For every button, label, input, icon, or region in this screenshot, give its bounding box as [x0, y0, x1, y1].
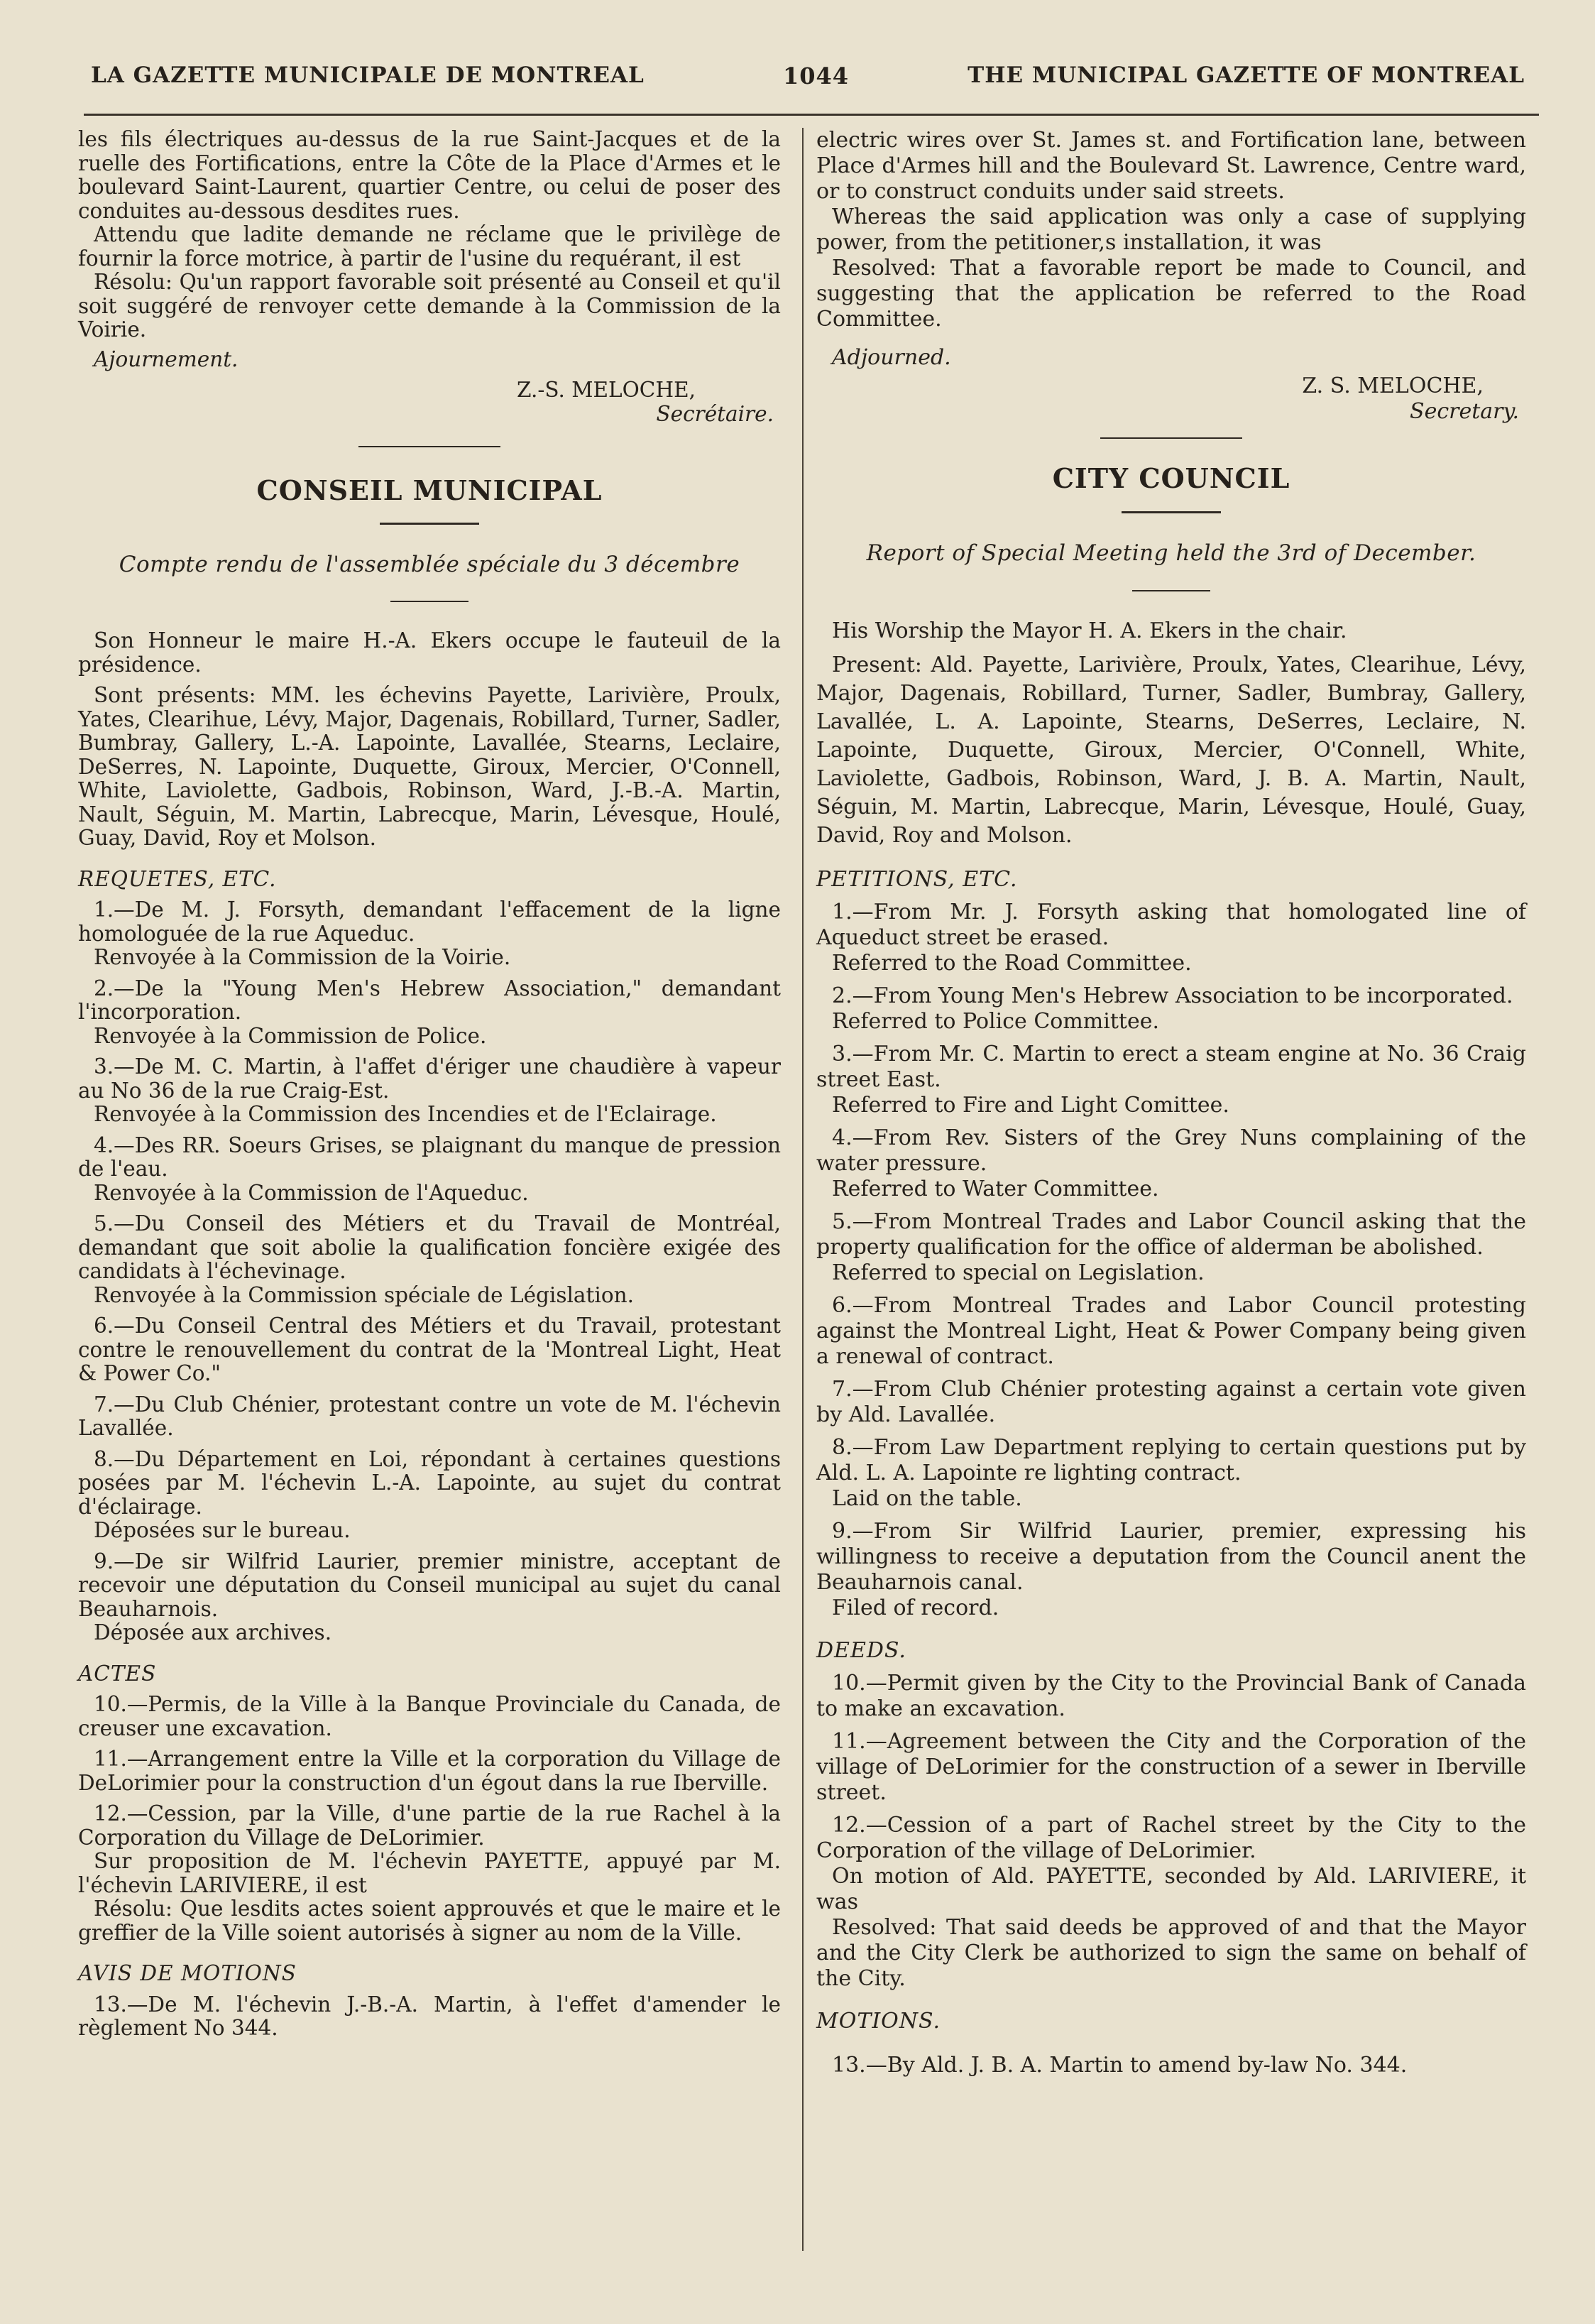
en-resolved-paragraph: Resolved: That a favorable report be made to Council, and suggesting that the application be referred to the Road Committee.: [816, 256, 1526, 332]
en-title-rule: [1122, 511, 1221, 513]
fr-petition-referral: Déposées sur le bureau.: [94, 1518, 351, 1542]
en-signer-title: Secretary.: [1410, 399, 1519, 424]
en-present-paragraph: Present: Ald. Payette, Larivière, Proulx, Yates, Clearihue, Lévy, Major, Dagenais, Robillard, Turner, Sadler, Bumbray, Gallery, Lavallée, L. A. Lapointe, Stearns, DeSerres, Leclaire, N. Lapointe, Duquette, Giroux, Mercier, O'Connell, White, Laviolette, Gadbois, Robinson, Ward, J. B. A. Martin, Nault, Séguin, M. Martin, Labrecque, Marin, Lévesque, Houlé, Guay, David, Roy and Molson.: [816, 653, 1526, 848]
fr-resolved-paragraph: Résolu: Qu'un rapport favorable soit présenté au Conseil et qu'il soit suggéré de renvoyer cette demande à la Commission de la Voirie.: [78, 270, 781, 342]
en-resolved-deeds: Resolved: That said deeds be approved of and that the Mayor and the City Clerk be authorized to sign the same on behalf of the City.: [816, 1915, 1526, 1991]
en-signer: Z. S. MELOCHE,: [1302, 373, 1484, 398]
fr-chair-paragraph: Son Honneur le maire H.-A. Ekers occupe le fauteuil de la présidence.: [78, 628, 781, 677]
fr-petition-item: 8.—Du Département en Loi, répondant à certaines questions posées par M. l'échevin L.-A. Lapointe, au sujet du contrat d'éclairage.: [78, 1446, 781, 1519]
fr-deed-item: 11.—Arrangement entre la Ville et la corporation du Village de DeLorimier pour la construction d'un égout dans la rue Iberville.: [78, 1747, 781, 1795]
fr-subtitle-rule: [390, 601, 468, 602]
header-title-english: THE MUNICIPAL GAZETTE OF MONTREAL: [968, 62, 1525, 88]
fr-petition-referral: Renvoyée à la Commission de Police.: [94, 1023, 487, 1048]
fr-petitions-list: [78, 898, 781, 1645]
en-petition-item: 7.—From Club Chénier protesting against a certain vote given by Ald. Lavallée.: [816, 1377, 1526, 1427]
en-whereas-paragraph: Whereas the said application was only a case of supplying power, from the petitioner,s installation, it was: [816, 204, 1526, 255]
fr-section-rule: [358, 446, 500, 447]
fr-petition-item: 3.—De M. C. Martin, à l'affet d'ériger une chaudière à vapeur au No 36 de la rue Craig-Est.: [78, 1054, 781, 1103]
fr-petition-item: 1.—De M. J. Forsyth, demandant l'effacement de la ligne homologuée de la rue Aqueduc.: [78, 898, 781, 946]
fr-motions-heading: AVIS DE MOTIONS: [78, 1961, 297, 1985]
en-petition-item: 1.—From Mr. J. Forsyth asking that homologated line of Aqueduct street be erased.: [816, 900, 1526, 950]
fr-deeds-heading: ACTES: [78, 1661, 157, 1686]
fr-council-title: CONSEIL MUNICIPAL: [256, 474, 603, 506]
fr-petition-referral: Renvoyée à la Commission spéciale de Législation.: [94, 1282, 634, 1307]
fr-signer: Z.-S. MELOCHE,: [517, 378, 696, 402]
fr-petition-item: 7.—Du Club Chénier, protestant contre un vote de M. l'échevin Lavallée.: [78, 1392, 781, 1440]
en-petition-item: 8.—From Law Department replying to certain questions put by Ald. L. A. Lapointe re lighting contract.: [816, 1435, 1526, 1485]
fr-petition-referral: Renvoyée à la Commission des Incendies et de l'Eclairage.: [94, 1102, 717, 1126]
fr-petitions-heading: REQUETES, ETC.: [78, 866, 277, 891]
fr-adjourned: Ajournement.: [94, 347, 239, 371]
en-motions-heading: MOTIONS.: [816, 2009, 941, 2034]
en-deed-item: 12.—Cession of a part of Rachel street by the City to the Corporation of the village of DeLorimier.: [816, 1813, 1526, 1863]
fr-council-subtitle: Compte rendu de l'assemblée spéciale du 3 décembre: [119, 551, 740, 577]
en-petition-referral: Referred to Police Committee.: [832, 1009, 1160, 1034]
fr-petition-referral: Renvoyée à la Commission de l'Aqueduc.: [94, 1180, 529, 1205]
french-column: [78, 128, 781, 2041]
en-deed-item: 11.—Agreement between the City and the Corporation of the village of DeLorimier for the construction of a sewer in Iberville street.: [816, 1729, 1526, 1805]
fr-intro-paragraph: les fils électriques au-dessus de la rue Saint-Jacques et de la ruelle des Fortifications, entre la Côte de la Place d'Armes et le boulevard Saint-Laurent, quartier Centre, ou celui de poser des conduites au-dessous desdites rues.: [78, 127, 781, 223]
fr-petition-item: 6.—Du Conseil Central des Métiers et du Travail, protestant contre le renouvellement du contrat de la 'Montreal Light, Heat & Power Co.": [78, 1314, 781, 1385]
en-motion-line: On motion of Ald. PAYETTE, seconded by Ald. LARIVIERE, it was: [816, 1864, 1526, 1914]
fr-whereas-paragraph: Attendu que ladite demande ne réclame que le privilège de fournir la force motrice, à partir de l'usine du requérant, il est: [78, 222, 781, 271]
en-petitions-list: [816, 900, 1526, 1621]
en-petition-item: 5.—From Montreal Trades and Labor Council asking that the property qualification for the office of alderman be abolished.: [816, 1209, 1526, 1260]
en-petition-referral: Laid on the table.: [832, 1486, 1022, 1511]
en-motion-13: 13.—By Ald. J. B. A. Martin to amend by-law No. 344.: [832, 2053, 1408, 2078]
fr-petition-item: 9.—De sir Wilfrid Laurier, premier ministre, acceptant de recevoir une députation du Conseil municipal au sujet du canal Beauharnois.: [78, 1549, 781, 1621]
column-divider: [802, 128, 804, 2251]
fr-motion-line: Sur proposition de M. l'échevin PAYETTE, appuyé par M. l'échevin LARIVIERE, il est: [78, 1849, 781, 1897]
en-petition-referral: Referred to the Road Committee.: [832, 951, 1192, 976]
fr-deed-item: 10.—Permis, de la Ville à la Banque Provinciale du Canada, de creuser une excavation.: [78, 1692, 781, 1740]
fr-resolved-deeds: Résolu: Que lesdits actes soient approuvés et que le maire et le greffier de la Ville soient autorisés à signer au nom de la Ville.: [78, 1897, 781, 1945]
en-petition-referral: Referred to Water Committee.: [832, 1177, 1159, 1201]
english-column: [816, 128, 1526, 2078]
en-petition-referral: Referred to Fire and Light Comittee.: [832, 1093, 1229, 1118]
en-deeds-heading: DEEDS.: [816, 1638, 906, 1663]
fr-petition-item: 4.—Des RR. Soeurs Grises, se plaignant du manque de pression de l'eau.: [78, 1133, 781, 1181]
en-petitions-heading: PETITIONS, ETC.: [816, 867, 1018, 892]
page-number: 1044: [783, 62, 850, 89]
fr-petition-item: 2.—De la "Young Men's Hebrew Association," demandant l'incorporation.: [78, 976, 781, 1024]
fr-signer-title: Secrétaire.: [656, 401, 774, 426]
fr-deed-item: 12.—Cession, par la Ville, d'une partie de la rue Rachel à la Corporation du Village de DeLorimier.: [78, 1801, 781, 1850]
en-section-rule: [1100, 437, 1242, 439]
en-petition-item: 3.—From Mr. C. Martin to erect a steam engine at No. 36 Craig street East.: [816, 1042, 1526, 1092]
fr-present-paragraph: Sont présents: MM. les échevins Payette, Larivière, Proulx, Yates, Clearihue, Lévy, Major, Dagenais, Robillard, Turner, Sadler, Bumbray, Gallery, L.-A. Lapointe, Lavallée, Stearns, Leclaire, DeSerres, N. Lapointe, Duquette, Giroux, Mercier, O'Connell, White, Laviolette, Gadbois, Robinson, Ward, J.-B.-A. Martin, Nault, Séguin, M. Martin, Labrecque, Marin, Lévesque, Houlé, Guay, David, Roy et Molson.: [78, 683, 781, 850]
en-council-subtitle: Report of Special Meeting held the 3rd of December.: [866, 540, 1476, 566]
fr-title-rule: [380, 523, 479, 525]
en-council-title: CITY COUNCIL: [1052, 462, 1290, 494]
en-petition-referral: Filed of record.: [832, 1595, 999, 1620]
header-rule: [84, 114, 1539, 116]
en-deed-item: 10.—Permit given by the City to the Provincial Bank of Canada to make an excavation.: [816, 1671, 1526, 1721]
header-title-french: LA GAZETTE MUNICIPALE DE MONTREAL: [91, 62, 645, 88]
fr-petition-referral: Renvoyée à la Commission de la Voirie.: [94, 945, 511, 969]
en-intro-paragraph: electric wires over St. James st. and Fortification lane, between Place d'Armes hill and the Boulevard St. Lawrence, Centre ward, or to construct conduits under said streets.: [816, 128, 1526, 204]
en-subtitle-rule: [1132, 590, 1210, 591]
fr-petition-referral: Déposée aux archives.: [94, 1620, 332, 1644]
en-petition-item: 4.—From Rev. Sisters of the Grey Nuns complaining of the water pressure.: [816, 1125, 1526, 1176]
en-petition-item: 6.—From Montreal Trades and Labor Council protesting against the Montreal Light, Heat & Power Company being given a renewal of contract.: [816, 1293, 1526, 1369]
en-adjourned: Adjourned.: [832, 345, 951, 370]
fr-petition-item: 5.—Du Conseil des Métiers et du Travail de Montréal, demandant que soit abolie la qualification foncière exigée des candidats à l'échevinage.: [78, 1211, 781, 1283]
fr-motion-13: 13.—De M. l'échevin J.-B.-A. Martin, à l'effet d'amender le règlement No 344.: [78, 1992, 781, 2040]
en-petition-item: 9.—From Sir Wilfrid Laurier, premier, expressing his willingness to receive a deputation from the Council anent the Beauharnois canal.: [816, 1519, 1526, 1595]
en-chair-paragraph: His Worship the Mayor H. A. Ekers in the chair.: [832, 618, 1347, 643]
en-petition-item: 2.—From Young Men's Hebrew Association to be incorporated.: [832, 983, 1513, 1008]
en-petition-referral: Referred to special on Legislation.: [832, 1260, 1205, 1285]
page-header: [91, 62, 1525, 105]
